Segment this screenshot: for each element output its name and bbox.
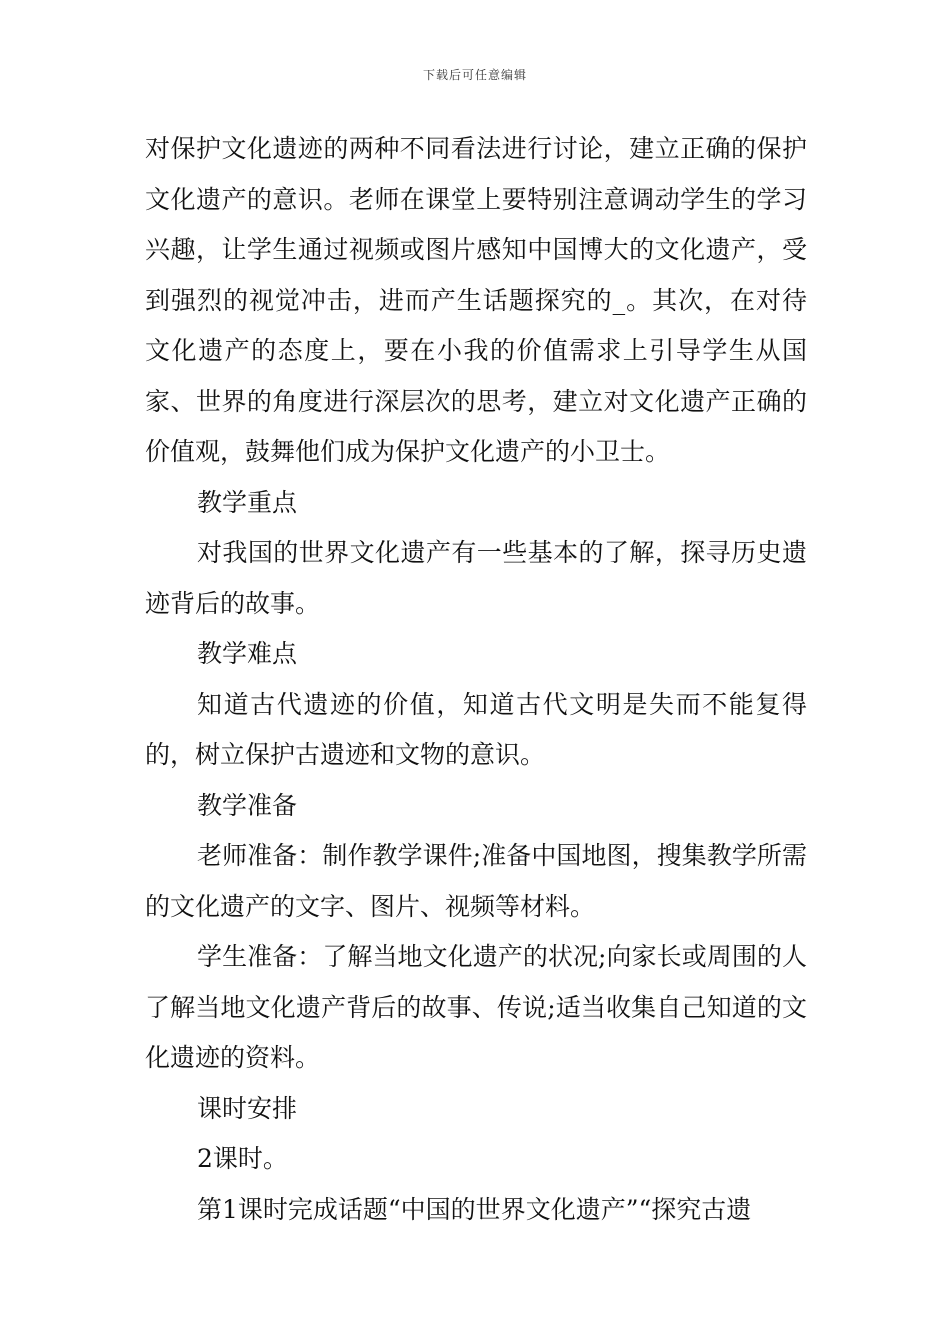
- intro-paragraph: 对保护文化遗迹的两种不同看法进行讨论，建立正确的保护文化遗产的意识。老师在课堂上要特别注意调动学生的学习兴趣，让学生通过视频或图片感知中国博大的文化遗产，受到强烈的视觉冲击，进而产生话题探究的_。其次，在对待文化遗产的态度上，要在小我的价值需求上引导学生从国家、世界的角度进行深层次的思考，建立对文化遗产正确的价值观，鼓舞他们成为保护文化遗产的小卫士。: [145, 134, 807, 466]
- lesson-one-paragraph: 第1课时完成话题“中国的世界文化遗产”“探究古遗: [197, 1194, 752, 1224]
- heading-preparation: 教学准备: [197, 790, 298, 820]
- body-text: [145, 124, 807, 1235]
- difficulties-paragraph: 知道古代遗迹的价值，知道古代文明是失而不能复得的，树立保护古遗迹和文物的意识。: [145, 689, 807, 769]
- heading-schedule: 课时安排: [197, 1093, 298, 1123]
- key-points-paragraph: 对我国的世界文化遗产有一些基本的了解，探寻历史遗迹背后的故事。: [145, 538, 807, 618]
- header-note: 下载后可任意编辑: [422, 68, 527, 82]
- heading-key-points: 教学重点: [197, 487, 298, 517]
- student-preparation-paragraph: 学生准备：了解当地文化遗产的状况;向家长或周围的人了解当地文化遗产背后的故事、传说;适当收集自己知道的文化遗迹的资料。: [145, 942, 807, 1072]
- teacher-preparation-paragraph: 老师准备：制作教学课件;准备中国地图，搜集教学所需的文化遗产的文字、图片、视频等材料。: [145, 841, 807, 921]
- heading-difficulties: 教学难点: [197, 639, 298, 668]
- hours-paragraph: 2课时。: [197, 1144, 288, 1173]
